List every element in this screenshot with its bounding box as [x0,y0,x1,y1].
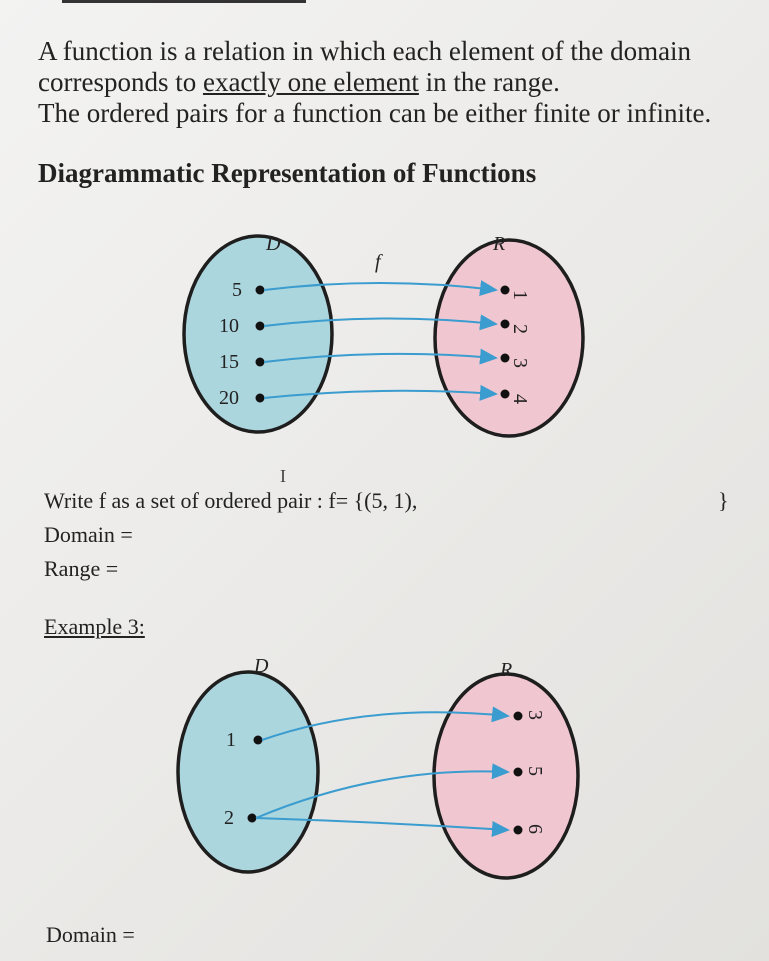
example-3-label: Example 3: [44,614,145,639]
section-heading: Diagrammatic Representation of Functions [38,158,537,188]
range-value: 4 [509,394,531,404]
example-domain-point [254,736,263,745]
example-range-value: 6 [524,824,546,834]
example-range-value: 3 [524,710,546,720]
domain-oval [184,236,332,432]
domain-label: D [266,233,281,255]
domain-point [256,394,265,403]
example-range-point [514,712,523,721]
example-range-oval [434,674,578,878]
definition-line-2: corresponds to exactly one element in the range. [38,67,560,97]
range-point [501,354,510,363]
definition-line-3: The ordered pairs for a function can be either finite or infinite. [38,98,712,128]
example-domain-value: 2 [224,807,234,829]
domain-value: 20 [219,387,239,409]
example-domain-oval [178,672,318,872]
range-point [501,286,510,295]
range-oval [435,240,583,436]
domain-value: 5 [232,279,242,301]
range-value: 2 [509,324,531,334]
domain-point [256,322,265,331]
example-domain-value: 1 [226,729,236,751]
example-range-point [514,768,523,777]
range-point [501,320,510,329]
closing-brace: } [718,488,729,513]
domain-value: 15 [219,351,239,373]
domain-point [256,358,265,367]
domain-value: 10 [219,315,239,337]
range-label: R [493,233,506,255]
range-point [501,390,510,399]
range-prompt: Range = [44,556,119,581]
function-label: f [375,251,381,273]
range-value: 1 [509,290,531,300]
domain-prompt: Domain = [44,522,133,547]
underlined-phrase: exactly one element [202,67,419,97]
example-range-point [514,826,523,835]
example-domain-prompt: Domain = [46,922,135,947]
definition-line-1: A function is a relation in which each element of the domain [38,36,692,66]
ordered-pair-prompt: Write f as a set of ordered pair : f= {(5, 1), [44,488,418,513]
example-domain-point [248,814,257,823]
example-range-value: 5 [524,766,546,776]
text-cursor: I [280,466,286,486]
domain-point [256,286,265,295]
example-range-label: R [500,659,513,681]
range-value: 3 [509,358,531,368]
example-domain-label: D [254,655,269,677]
